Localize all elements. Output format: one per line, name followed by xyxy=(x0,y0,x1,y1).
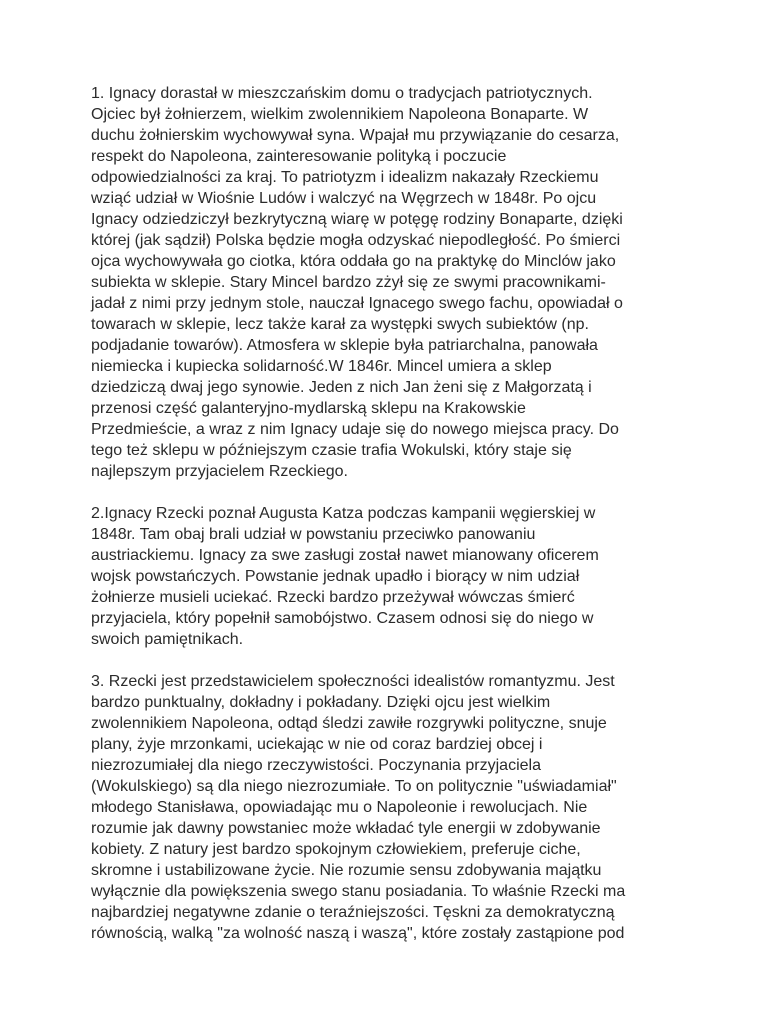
text-line: żołnierze musieli uciekać. Rzecki bardzo przeżywał wówczas śmierć xyxy=(91,589,575,606)
text-line: przyjaciela, który popełnił samobójstwo. Czasem odnosi się do niego w xyxy=(91,610,594,627)
text-line: 1848r. Tam obaj brali udział w powstaniu przeciwko panowaniu xyxy=(91,526,536,543)
paragraph-3 xyxy=(91,671,691,944)
text-line: Ojciec był żołnierzem, wielkim zwolennikiem Napoleona Bonaparte. W xyxy=(91,106,589,123)
text-line: 1. Ignacy dorastał w mieszczańskim domu o tradycjach patriotycznych. xyxy=(91,85,593,102)
text-line: 3. Rzecki jest przedstawicielem społeczności idealistów romantyzmu. Jest xyxy=(91,673,615,690)
text-line: rozumie jak dawny powstaniec może wkładać tyle energii w zdobywanie xyxy=(91,820,601,837)
text-line: (Wokulskiego) są dla niego niezrozumiałe. To on politycznie "uświadamiał" xyxy=(91,778,617,795)
text-line: przenosi część galanteryjno-mydlarską sklepu na Krakowskie xyxy=(91,400,526,417)
paragraph-2 xyxy=(91,503,691,650)
text-line: 2.Ignacy Rzecki poznał Augusta Katza podczas kampanii węgierskiej w xyxy=(91,505,596,522)
document-page xyxy=(91,83,691,944)
text-line: niemiecka i kupiecka solidarność.W 1846r. Mincel umiera a sklep xyxy=(91,358,552,375)
text-line: wziąć udział w Wiośnie Ludów i walczyć na Węgrzech w 1848r. Po ojcu xyxy=(91,190,597,207)
text-line: duchu żołnierskim wychowywał syna. Wpajał mu przywiązanie do cesarza, xyxy=(91,127,620,144)
text-line: plany, żyje mrzonkami, uciekając w nie od coraz bardziej obcej i xyxy=(91,736,543,753)
text-line: Ignacy odziedziczył bezkrytyczną wiarę w potęgę rodziny Bonaparte, dzięki xyxy=(91,211,623,228)
text-line: której (jak sądził) Polska będzie mogła odzyskać niepodległość. Po śmierci xyxy=(91,232,621,249)
text-line: wyłącznie dla powiększenia swego stanu posiadania. To właśnie Rzecki ma xyxy=(91,883,626,900)
text-line: subiekta w sklepie. Stary Mincel bardzo zżył się ze swymi pracownikami- xyxy=(91,274,606,291)
text-line: wojsk powstańczych. Powstanie jednak upadło i biorący w nim udział xyxy=(91,568,580,585)
text-line: najlepszym przyjacielem Rzeckiego. xyxy=(91,463,348,480)
text-line: skromne i ustabilizowane życie. Nie rozumie sensu zdobywania majątku xyxy=(91,862,602,879)
text-line: zwolennikiem Napoleona, odtąd śledzi zawiłe rozgrywki polityczne, snuje xyxy=(91,715,607,732)
text-line: odpowiedzialności za kraj. To patriotyzm i idealizm nakazały Rzeckiemu xyxy=(91,169,599,186)
paragraph-spacer xyxy=(91,482,691,503)
paragraph-spacer xyxy=(91,650,691,671)
text-line: jadał z nimi przy jednym stole, nauczał Ignacego swego fachu, opowiadał o xyxy=(91,295,623,312)
text-line: respekt do Napoleona, zainteresowanie polityką i poczucie xyxy=(91,148,507,165)
text-line: podjadanie towarów). Atmosfera w sklepie była patriarchalna, panowała xyxy=(91,337,598,354)
text-line: austriackiemu. Ignacy za swe zasługi został nawet mianowany oficerem xyxy=(91,547,599,564)
text-line: towarach w sklepie, lecz także karał za występki swych subiektów (np. xyxy=(91,316,589,333)
text-line: najbardziej negatywne zdanie o teraźniejszości. Tęskni za demokratyczną xyxy=(91,904,615,921)
text-line: Przedmieście, a wraz z nim Ignacy udaje się do nowego miejsca pracy. Do xyxy=(91,421,619,438)
paragraph-1 xyxy=(91,83,691,482)
text-line: kobiety. Z natury jest bardzo spokojnym człowiekiem, preferuje ciche, xyxy=(91,841,581,858)
text-line: równością, walką "za wolność naszą i waszą", które zostały zastąpione pod xyxy=(91,925,625,942)
text-line: młodego Stanisława, opowiadając mu o Napoleonie i rewolucjach. Nie xyxy=(91,799,588,816)
text-line: dziedziczą dwaj jego synowie. Jeden z nich Jan żeni się z Małgorzatą i xyxy=(91,379,592,396)
text-line: tego też sklepu w późniejszym czasie trafia Wokulski, który staje się xyxy=(91,442,572,459)
text-line: ojca wychowywała go ciotka, która oddała go na praktykę do Minclów jako xyxy=(91,253,616,270)
text-line: swoich pamiętnikach. xyxy=(91,631,244,648)
text-line: bardzo punktualny, dokładny i pokładany. Dzięki ojcu jest wielkim xyxy=(91,694,551,711)
text-line: niezrozumiałej dla niego rzeczywistości. Poczynania przyjaciela xyxy=(91,757,541,774)
